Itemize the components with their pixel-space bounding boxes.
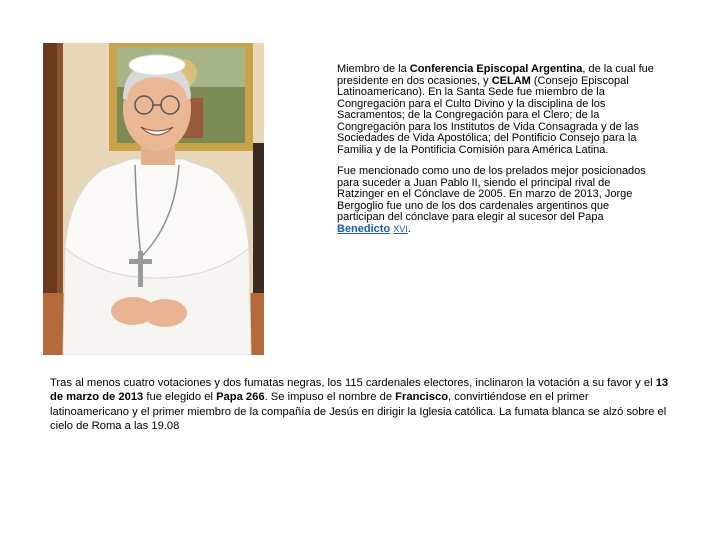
bold-conferencia: Conferencia Episcopal Argentina (409, 63, 583, 75)
benedicto-xvi-link[interactable]: XVI (393, 223, 408, 234)
bold-celam: CELAM (491, 74, 531, 87)
bold-date: 13 de marzo de 2013 (50, 377, 669, 404)
paragraph-election: Tras al menos cuatro votaciones y dos fumatas negras, los 115 cardenales electores, inclinaron la votación a su favor y el 13 de marzo de 2013 fue elegido el Papa 266. Se impuso el nombre de Francisco, convirtiéndose en el primer latinoamericano y el primer miembro de la compañía de Jesús en dirigir la Iglesia católica. La fumata blanca se alzó sobre el cielo de Roma a las 19.08 (50, 377, 669, 432)
pope-photo (43, 43, 264, 355)
benedicto-link[interactable]: Benedicto (337, 222, 391, 235)
pope-illustration (43, 43, 264, 355)
right-column (337, 64, 655, 245)
bold-papa: Papa 266 (216, 391, 265, 404)
paragraph-conclave: Fue mencionado como uno de los prelados mejor posicionados para suceder a Juan Pablo II, siendo el principal rival de Ratzinger en el Cónclave de 2005. En marzo de 2013, Jorge Bergoglio fue uno de los dos cardenales argentinos que participan del cónclave para elegir al sucesor del Papa Benedicto XVI. (337, 165, 646, 235)
bottom-text (50, 376, 670, 433)
paragraph-conferencia: Miembro de la Conferencia Episcopal Argentina, de la cual fue presidente en dos ocasiones, y CELAM (Consejo Episcopal Latinoamericano). En la Santa Sede fue miembro de la Congregación para el Culto Divino y la disciplina de los Sacramentos; de la Congregación para el Clero; de la Congregación para los Institutos de Vida Consagrada y de las Sociedades de Vida Apostólica; del Pontificio Consejo para la Familia y de la Pontificia Comisión para América Latina. (337, 63, 654, 156)
bold-francisco: Francisco (395, 391, 449, 404)
